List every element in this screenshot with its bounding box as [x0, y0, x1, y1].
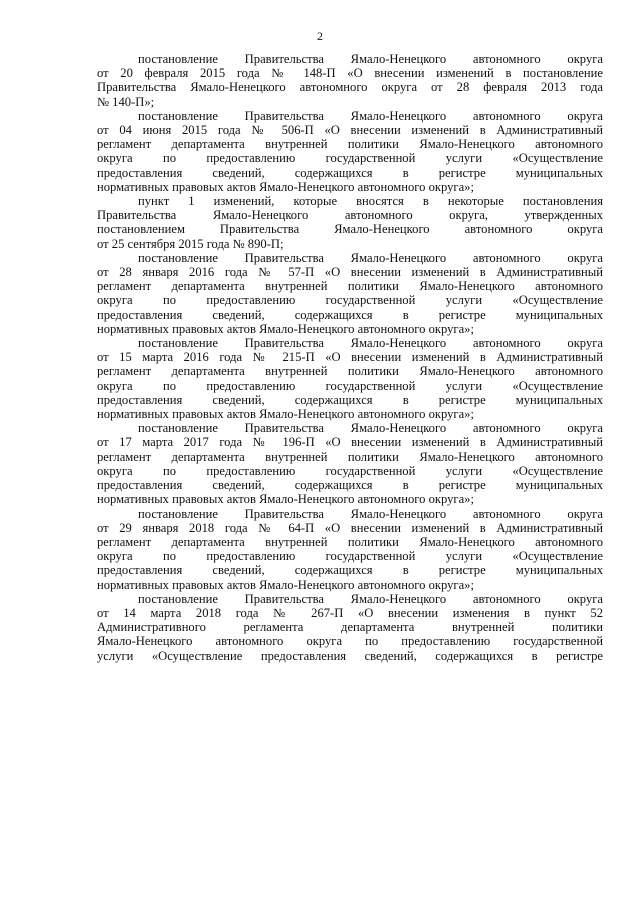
text-line: нормативных правовых актов Ямало-Ненецкого автономного округа»;: [97, 577, 474, 592]
text-line: постановление Правительства Ямало-Ненецкого автономного округа: [138, 591, 603, 606]
document-body: [97, 52, 603, 663]
text-line: постановление Правительства Ямало-Ненецкого автономного округа: [138, 108, 603, 123]
text-line: от 25 сентября 2015 года № 890-П;: [97, 236, 284, 251]
text-line: регламент департамента внутренней политики Ямало-Ненецкого автономного: [97, 449, 603, 464]
text-line: Административного регламента департамента внутренней политики: [97, 620, 603, 635]
text-line: регламент департамента внутренней политики Ямало-Ненецкого автономного: [97, 364, 603, 379]
text-line: от 17 марта 2017 года № 196-П «О внесении изменений в Административный: [97, 435, 603, 450]
text-line: округа по предоставлению государственной услуги «Осуществление: [97, 293, 603, 308]
text-line: регламент департамента внутренней политики Ямало-Ненецкого автономного: [97, 534, 603, 549]
text-line: округа по предоставлению государственной услуги «Осуществление: [97, 549, 603, 564]
text-line: округа по предоставлению государственной услуги «Осуществление: [97, 378, 603, 393]
text-line: Правительства Ямало-Ненецкого автономного округа от 28 февраля 2013 года: [97, 80, 603, 95]
text-line: постановление Правительства Ямало-Ненецкого автономного округа: [138, 336, 603, 351]
text-line: от 04 июня 2015 года № 506-П «О внесении изменений в Административный: [97, 123, 603, 138]
text-line: нормативных правовых актов Ямало-Ненецкого автономного округа»;: [97, 407, 474, 422]
paragraph: [97, 109, 603, 194]
text-line: нормативных правовых актов Ямало-Ненецкого автономного округа»;: [97, 179, 474, 194]
text-line: постановление Правительства Ямало-Ненецкого автономного округа: [138, 506, 603, 521]
text-line: предоставления сведений, содержащихся в регистре муниципальных: [97, 392, 603, 407]
paragraph: [97, 336, 603, 421]
page-number: 2: [317, 29, 323, 43]
text-line: услуги «Осуществление предоставления сведений, содержащихся в регистре: [97, 648, 603, 663]
text-line: предоставления сведений, содержащихся в регистре муниципальных: [97, 165, 603, 180]
text-line: постановлением Правительства Ямало-Ненецкого автономного округа: [97, 222, 603, 237]
text-line: постановление Правительства Ямало-Ненецкого автономного округа: [138, 52, 603, 66]
paragraph: [97, 421, 603, 506]
text-line: регламент департамента внутренней политики Ямало-Ненецкого автономного: [97, 279, 603, 294]
text-line: постановление Правительства Ямало-Ненецкого автономного округа: [138, 250, 603, 265]
text-line: от 20 февраля 2015 года № 148-П «О внесении изменений в постановление: [97, 66, 603, 81]
text-line: от 14 марта 2018 года № 267-П «О внесении изменения в пункт 52: [97, 605, 603, 620]
text-line: от 28 января 2016 года № 57-П «О внесении изменений в Административный: [97, 265, 603, 280]
text-line: предоставления сведений, содержащихся в регистре муниципальных: [97, 563, 603, 578]
text-line: от 15 марта 2016 года № 215-П «О внесении изменений в Административный: [97, 350, 603, 365]
text-line: округа по предоставлению государственной услуги «Осуществление: [97, 463, 603, 478]
paragraph: [97, 251, 603, 336]
paragraph: [97, 194, 603, 251]
text-line: № 140-П»;: [97, 94, 155, 109]
text-line: пункт 1 изменений, которые вносятся в некоторые постановления: [138, 194, 603, 209]
text-line: предоставления сведений, содержащихся в регистре муниципальных: [97, 307, 603, 322]
text-line: предоставления сведений, содержащихся в регистре муниципальных: [97, 478, 603, 493]
text-line: Правительства Ямало-Ненецкого автономного округа, утвержденных: [97, 208, 603, 223]
text-line: регламент департамента внутренней политики Ямало-Ненецкого автономного: [97, 137, 603, 152]
text-line: нормативных правовых актов Ямало-Ненецкого автономного округа»;: [97, 492, 474, 507]
text-line: округа по предоставлению государственной услуги «Осуществление: [97, 151, 603, 166]
text-line: от 29 января 2018 года № 64-П «О внесении изменений в Административный: [97, 520, 603, 535]
paragraph: [97, 592, 603, 663]
paragraph: [97, 52, 603, 109]
text-line: Ямало-Ненецкого автономного округа по предоставлению государственной: [97, 634, 603, 649]
paragraph: [97, 507, 603, 592]
text-line: постановление Правительства Ямало-Ненецкого автономного округа: [138, 421, 603, 436]
text-line: нормативных правовых актов Ямало-Ненецкого автономного округа»;: [97, 321, 474, 336]
